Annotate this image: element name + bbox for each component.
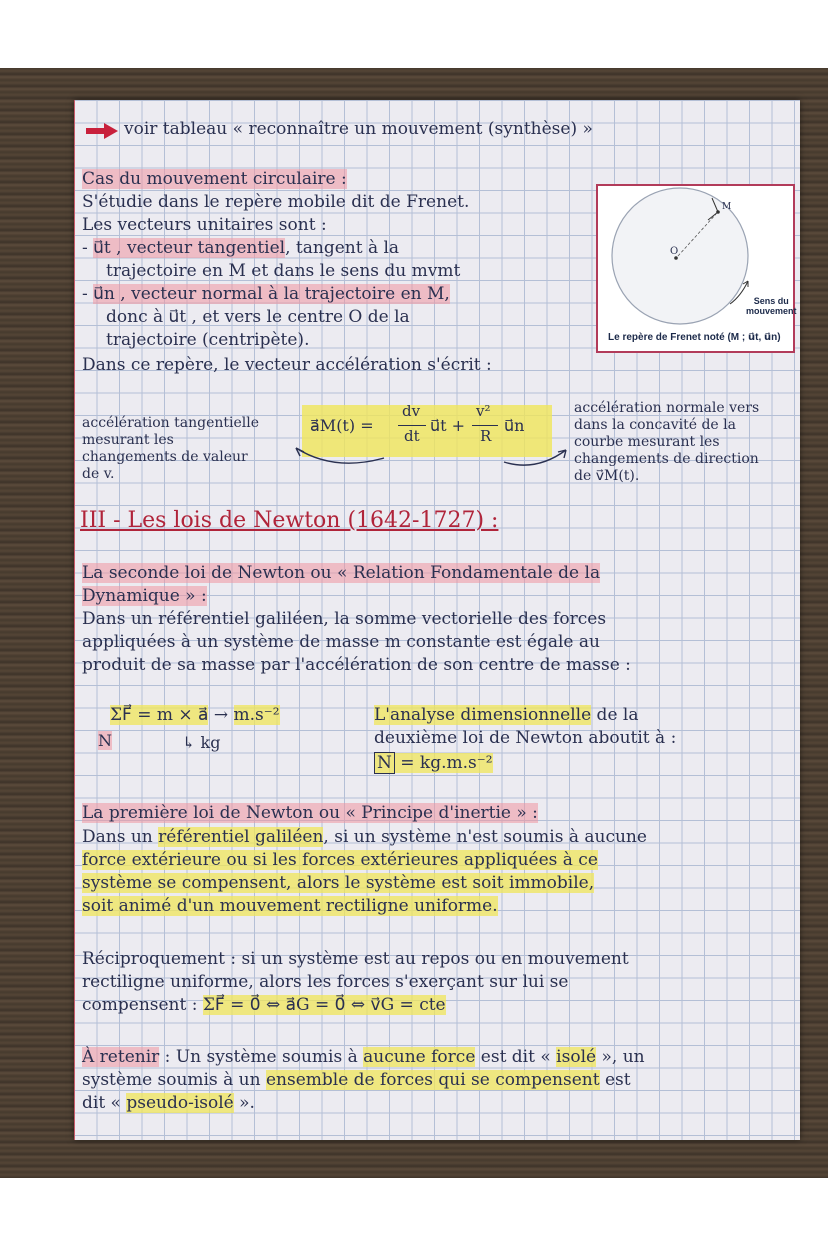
- frenet-caption: Le repère de Frenet noté (M ; u⃗t, u⃗n): [608, 332, 781, 343]
- second-law-formula: ΣF⃗ = m × a⃗ → m.s⁻²: [110, 705, 280, 725]
- formula-R: R: [480, 427, 492, 445]
- unit-N: N: [98, 731, 112, 750]
- second-law-heading-2: Dynamique » :: [82, 586, 207, 606]
- second-law-text-1: Dans un référentiel galiléen, la somme vectorielle des forces: [82, 609, 607, 629]
- circular-line-3: - u⃗t , vecteur tangentiel, tangent à la: [82, 238, 400, 258]
- tangential-note-line-4: de v.: [82, 466, 115, 482]
- normal-note-line-4: changements de direction: [574, 451, 759, 467]
- center-label: O: [670, 246, 679, 257]
- note-sheet: [74, 100, 800, 1140]
- remember-text-1: À retenir : Un système soumis à aucune force est dit « isolé », un: [82, 1047, 645, 1067]
- dimensional-analysis-2: deuxième loi de Newton aboutit à :: [374, 728, 677, 748]
- circular-line-4: trajectoire en M et dans le sens du mvmt: [106, 261, 461, 281]
- reciprocal-text-3: compensent : ΣF⃗ = 0⃗ ⇔ a⃗G = 0⃗ ⇔ v⃗G = cte: [82, 995, 446, 1015]
- formula-lhs: a⃗M(t) =: [310, 416, 374, 435]
- formula-v2: v²: [476, 402, 491, 420]
- circular-line-1: S'étudie dans le repère mobile dit de Frenet.: [82, 192, 470, 212]
- second-law-heading-1: La seconde loi de Newton ou « Relation Fondamentale de la: [82, 563, 601, 583]
- formula-middle: u⃗t +: [430, 416, 466, 435]
- tangential-note-line-1: accélération tangentielle: [82, 415, 259, 431]
- second-law-text-2: appliquées à un système de masse m constante est égale au: [82, 632, 600, 652]
- circular-line-7: trajectoire (centripète).: [106, 330, 310, 350]
- normal-note-line-5: de v⃗M(t).: [574, 468, 640, 484]
- tableau-reference: voir tableau « reconnaître un mouvement (synthèse) »: [124, 119, 593, 139]
- tangential-note-line-3: changements de valeur: [82, 449, 248, 465]
- second-law-text-3: produit de sa masse par l'accélération de son centre de masse :: [82, 655, 631, 675]
- reciprocal-text-1: Réciproquement : si un système est au repos ou en mouvement: [82, 949, 629, 969]
- formula-dt: dt: [404, 427, 420, 445]
- point-label: M: [722, 202, 732, 212]
- circular-line-5: - u⃗n , vecteur normal à la trajectoire en M,: [82, 284, 450, 304]
- tangential-note-line-2: mesurant les: [82, 432, 174, 448]
- circular-line-8: Dans ce repère, le vecteur accélération s'écrit :: [82, 355, 492, 375]
- formula-dv: dv: [402, 402, 421, 420]
- formula-un: u⃗n: [504, 416, 525, 435]
- first-law-text-1: Dans un référentiel galiléen, si un système n'est soumis à aucune: [82, 827, 647, 847]
- first-law-text-3: système se compensent, alors le système est soit immobile,: [82, 873, 595, 893]
- normal-note-line-2: dans la concavité de la: [574, 417, 736, 433]
- section-heading-circular: Cas du mouvement circulaire :: [82, 169, 347, 189]
- normal-note-line-3: courbe mesurant les: [574, 434, 720, 450]
- first-law-text-2: force extérieure ou si les forces extérieures appliquées à ce: [82, 850, 598, 870]
- unit-kg: ↳ kg: [182, 733, 221, 752]
- section-title-newton: III - Les lois de Newton (1642-1727) :: [80, 508, 499, 533]
- reciprocal-text-2: rectiligne uniforme, alors les forces s'exerçant sur lui se: [82, 972, 569, 992]
- remember-text-3: dit « pseudo-isolé ».: [82, 1093, 255, 1113]
- first-law-text-4: soit animé d'un mouvement rectiligne uniforme.: [82, 896, 498, 916]
- dimensional-analysis-1: L'analyse dimensionnelle de la: [374, 705, 639, 725]
- circular-line-6: donc à u⃗t , et vers le centre O de la: [106, 307, 410, 327]
- remember-text-2: système soumis à un ensemble de forces qui se compensent est: [82, 1070, 631, 1090]
- dimensional-analysis-result: N = kg.m.s⁻²: [374, 752, 493, 775]
- normal-note-line-1: accélération normale vers: [574, 400, 760, 416]
- direction-label: Sens du mouvement: [746, 296, 797, 316]
- circular-line-2: Les vecteurs unitaires sont :: [82, 215, 327, 235]
- first-law-heading: La première loi de Newton ou « Principe d'inertie » :: [82, 803, 538, 823]
